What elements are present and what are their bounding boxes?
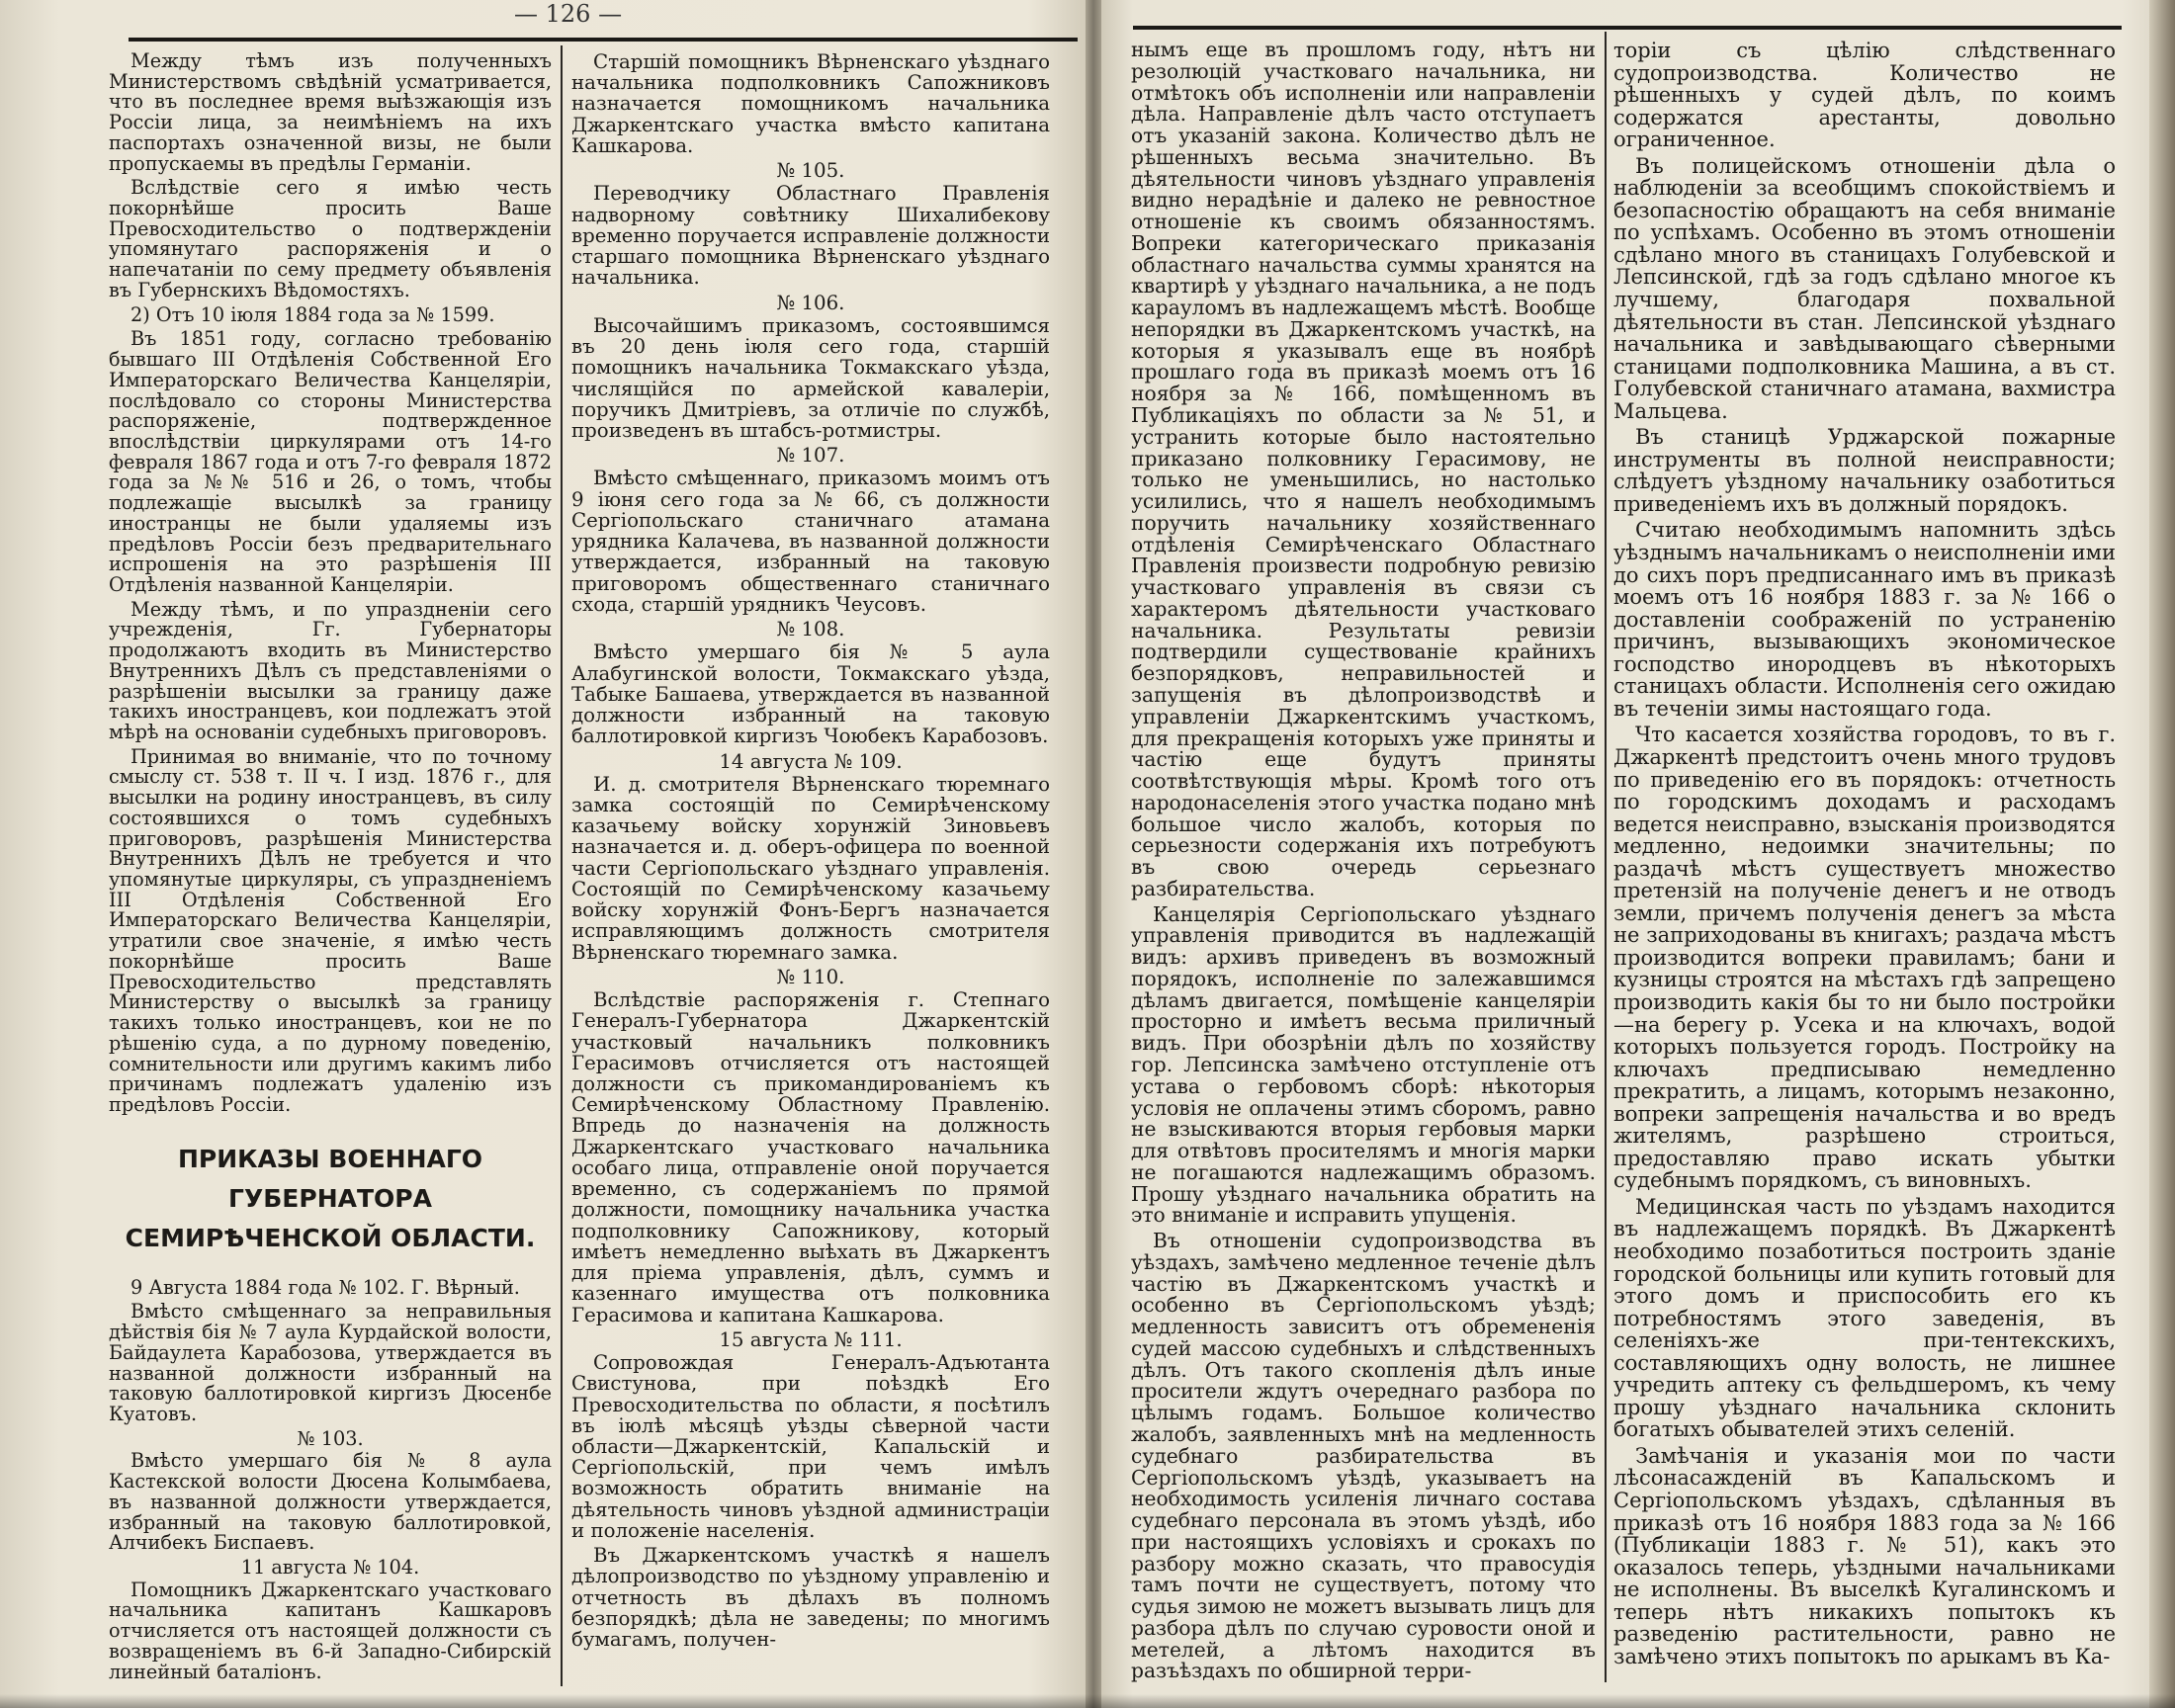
paragraph: Въ 1851 году, согласно требованiю бывшаго III Отдѣленiя Собственной Его Императорскаго Величества Канцелярiи, послѣдовало со стороны Министерства распоряженiе, подтвержденное впослѣдствiи циркулярами отъ 14-го февраля 1867 года и отъ 7-го февраля 1872 года за №№ 516 и 26, о томъ, чтобы подлежащiе высылкѣ за границу иностранцы не были удаляемы изъ предѣловъ Россiи безъ предварительнаго испрошенiя на это разрѣшенiя III Отдѣленiя названной Канцелярiи.: [109, 327, 552, 596]
order-number: № 108.: [776, 618, 845, 641]
section-heading: ПРИКАЗЫ ВОЕННАГО ГУБЕРНАТОРА СЕМИРѢЧЕНСКОЙ ОБЛАСТИ.: [125, 1144, 536, 1252]
paragraph: 2) Отъ 10 iюля 1884 года за № 1599.: [130, 302, 495, 326]
paragraph: торiи съ цѣлiю слѣдственнаго судопроизводства. Количество не рѣшенныхъ у судей дѣлъ, по коимъ содержатся арестанты, довольно ограниченное.: [1613, 40, 2116, 152]
column-divider: [561, 45, 563, 1686]
paragraph: Вслѣдствiе сего я имѣю честь покорнѣйше просить Ваше Превосходительство о подтвержденiи упомянутаго распоряженiя и о напечатанiи по сему предмету объявленiя въ Губернскихъ Вѣдомостяхъ.: [109, 176, 552, 301]
order-number: № 105.: [776, 159, 845, 183]
paragraph: Въ отношенiи судопроизводства въ уѣздахъ, замѣчено медленное теченiе дѣлъ частiю въ Джаркентскомъ участкѣ и особенно въ Сергiопольскомъ уѣздѣ; медленность зависитъ отъ обремененiя судей массою судебныхъ и слѣдственныхъ дѣлъ. Отъ такого скопленiя дѣлъ иные просители ждутъ очереднаго разбора по цѣлымъ годамъ. Большое количество жалобъ, заявленныхъ мнѣ на медленность судебнаго разбирательства въ Сергiопольскомъ уѣздѣ, указываетъ на необходимость усиленiя личнаго состава судебнаго персонала въ этомъ уѣздѣ, ибо при настоящихъ условiяхъ и срокахъ по разбору можно сказать, что правосудiя тамъ почти не существуетъ, потому что судья зимою не можетъ вызывать лицъ для разбора дѣлъ по случаю суровости оной и метелей, а лѣтомъ находится въ разъѣздахъ по обширной терри-: [1131, 1229, 1596, 1683]
book-gutter: [1086, 0, 1101, 1708]
paragraph: Сопровождая Генералъ-Адъютанта Свистунова, при поѣздкѣ Его Превосходительства по области, я посѣтилъ въ iюлѣ мѣсяцѣ уѣзды сѣверной части области—Джаркентскiй, Капальскiй и Сергiопольскiй, при чемъ имѣлъ возможность обратить вниманiе на дѣятельность чиновъ уѣздной администрацiи и положенiе населенiя.: [571, 1351, 1050, 1542]
header-rule: [1133, 26, 2122, 30]
paragraph: нымъ еще въ прошломъ году, нѣтъ ни резолюцiй участковаго начальника, ни отмѣтокъ объ исполненiи или направленiи дѣла. Направленiе дѣлъ часто отступаетъ отъ указанiй закона. Количество дѣлъ не рѣшенныхъ весьма значительно. Въ дѣятельности чиновъ уѣзднаго управленiя видно нерадѣнiе и далеко не ревностное отношенiе къ своимъ обязанностямъ. Вопреки категорическаго приказанiя областнаго начальства суммы хранятся на квартирѣ у уѣзднаго начальника, а не подъ карауломъ въ надлежащемъ мѣстѣ. Вообще непорядки въ Джаркентскомъ участкѣ, на которыя я указывалъ еще въ ноябрѣ прошлаго года въ приказѣ моемъ отъ 16 ноября за № 166, помѣщенномъ въ Публикацiяхъ по области за № 51, и устранить которые было настоятельно приказано полковнику Герасимову, не только не уменьшились, но настолько усилились, что я нашелъ необходимымъ поручить начальнику хозяйственнаго отдѣленiя Семирѣченскаго Областнаго Правленiя произвести подробную ревизiю участковаго управленiя въ связи съ характеромъ дѣятельности участковаго начальника. Результаты ревизiи подтвердили существованiе крайнихъ безпорядковъ, неправильностей и запущенiя въ дѣлопроизводствѣ и управленiи Джаркентскимъ участкомъ, для прекращенiя которыхъ уже приняты и частiю еще будутъ приняты соотвѣтствующiя мѣры. Кромѣ того отъ народонаселенiя этого участка подано мнѣ большое число жалобъ, которыя по серьезности содержанiя ихъ потребуютъ въ свою очередь серьезнаго разбирательства.: [1131, 40, 1596, 900]
right-page: [1093, 0, 2175, 1708]
paragraph: Между тѣмъ, и по упраздненiи сего учрежденiя, Гг. Губернаторы продолжаютъ входить въ Министерство Внутреннихъ Дѣлъ съ представленiями о разрѣшенiи высылки за границу даже такихъ иностранцевъ, кои подлежатъ этой мѣрѣ на основанiи судебныхъ приговоровъ.: [109, 597, 552, 743]
order-number: № 107.: [776, 444, 845, 468]
paragraph: Вмѣсто умершаго бiя № 5 аула Алабугинской волости, Токмакскаго уѣзда, Табыке Башаева, утверждается въ названной должности избранный на таковую баллотировкой киргизъ Чоюбекъ Карабозовъ.: [571, 640, 1050, 748]
paragraph: Канцелярiя Сергiопольскаго уѣзднаго управленiя приводится въ надлежащiй видъ: архивъ приведенъ въ возможный порядокъ, исполненiе по залежавшимся дѣламъ двигается, помѣщенiе канцелярiи просторно и имѣетъ весьма приличный видъ. При обозрѣнiи дѣлъ по хозяйству гор. Лепсинска замѣчено отступленiе отъ устава о гербовомъ сборѣ: нѣкоторыя условiя не оплачены этимъ сборомъ, равно не взыскиваются вторыя гербовыя марки для отвѣтовъ просителямъ и многiя марки не погашаются надлежащимъ образомъ. Прошу уѣзднаго начальника обратить на это вниманiе и исправить упущенiя.: [1131, 901, 1596, 1228]
paragraph: Считаю необходимымъ напомнить здѣсь уѣзднымъ начальникамъ о неисполненiи ими до сихъ поръ предписаннаго имъ въ приказѣ моемъ отъ 16 ноября 1883 г. за № 166 о доставленiи соображенiй по устраненiю причинъ, вызывающихъ экономическое господство инородцевъ въ нѣкоторыхъ станицахъ области. Исполненiя сего ожидаю въ теченiи зимы настоящаго года.: [1613, 518, 2116, 721]
order-number: № 103.: [297, 1426, 364, 1450]
header-rule: [129, 38, 1078, 42]
order-number: 11 августа № 104.: [240, 1556, 420, 1579]
page-edge: [2149, 0, 2175, 1708]
paragraph: Вслѣдствiе распоряженiя г. Степнаго Генералъ-Губернатора Джаркентскiй участковый начальникъ полковникъ Герасимовъ отчисляется отъ настоящей должности съ прикомандированiемъ къ Семирѣченскому Областному Правленiю. Впредь до назначенiя на должность Джаркентскаго участковаго начальника особаго лица, отправленiе оной поручается временно, съ содержанiемъ по прямой должности, помощнику начальника участка подполковнику Сапожникову, который имѣетъ немедленно выѣхать въ Джаркентъ для прiема управленiя, дѣлъ, суммъ и казеннаго имущества отъ полковника Герасимова и капитана Кашкарова.: [571, 988, 1050, 1326]
paragraph: Помощникъ Джаркентскаго участковаго начальника капитанъ Кашкаровъ отчисляется отъ настоящей должности съ возвращенiемъ въ 6-й Западно-Сибирскiй линейный баталiонъ.: [109, 1578, 552, 1683]
paragraph: Между тѣмъ изъ полученныхъ Министерствомъ свѣдѣнiй усматривается, что въ последнее время выѣзжающiя изъ Россiи лица, за неимѣнiемъ на ихъ паспортахъ означенной визы, не были пропускаемы въ предѣлы Германiи.: [109, 51, 552, 175]
paragraph: И. д. смотрителя Вѣрненскаго тюремнаго замка состоящiй по Семирѣченскому казачьему войску хорунжiй Зиновьевъ назначается и. д. оберъ-офицера по военной части Сергiопольскаго уѣзднаго управленiя. Состоящiй по Семирѣченскому казачьему войску хорунжiй Фонъ-Бергъ назначается исправляющимъ должность смотрителя Вѣрненскаго тюремнаго замка.: [571, 772, 1050, 964]
paragraph: Что касается хозяйства городовъ, то въ г. Джаркентѣ предстоитъ очень много трудовъ по приведенiю его въ порядокъ: отчетность по городскимъ доходамъ и расходамъ ведется неисправно, взысканiя производятся медленно, недоимки значительны; по раздачѣ мѣстъ существуетъ множество претензiй на полученiе денегъ и не отводъ земли, причемъ полученiя денегъ за мѣста не заприходованы въ книгахъ; раздача мѣстъ производится вопреки правиламъ; бани и кузницы строятся на мѣстахъ гдѣ запрещено производить какiя бы то ни было постройки—на берегу р. Усека и на ключахъ, водой которыхъ пользуется городъ. Постройку на ключахъ предписываю немедленно прекратить, а лицамъ, которымъ незаконно, вопреки запрещенiя начальства и во вредъ жителямъ, разрѣшено строиться, предоставляю право искать убытки судебнымъ порядкомъ, съ виновныхъ.: [1613, 723, 2116, 1193]
paragraph: Замѣчанiя и указанiя мои по части лѣсонасажденiй въ Капальскомъ и Сергiопольскомъ уѣздахъ, сдѣланныя въ приказѣ отъ 16 ноября 1883 года за № 166 (Публикацiи 1883 г. № 51), какъ это оказалось теперь, уѣздными начальниками не исполнены. Въ выселкѣ Кугалинскомъ и теперь нѣтъ никакихъ попытокъ къ разведенiю растительности, равно не замѣчено этихъ попытокъ по арыкамъ въ Ка-: [1613, 1443, 2116, 1668]
paragraph: 9 Августа 1884 года № 102. Г. Вѣрный.: [130, 1275, 520, 1299]
order-number: № 110.: [776, 965, 845, 988]
paragraph: Принимая во вниманiе, что по точному смыслу ст. 538 т. II ч. I изд. 1876 г., для высылки на родину иностранцевъ, въ силу состоявшихся о томъ судебныхъ приговоровъ, разрѣшенiя Министерства Внутреннихъ Дѣлъ не требуется и что упомянутые циркуляры, съ упраздненiемъ III Отдѣленiя Собственной Его Императорскаго Величества Канцелярiи, утратили свое значенiе, я имѣю честь покорнѣйше просить Ваше Превосходительство представлять Министерству о высылкѣ за границу такихъ только иностранцевъ, кои не по рѣшенiю суда, а по дурному поведенiю, сомнительности или другимъ какимъ либо причинамъ подлежатъ удаленiю изъ предѣловъ Россiи.: [109, 744, 552, 1116]
left-column-1: [109, 51, 552, 1692]
order-number: 15 августа № 111.: [719, 1327, 903, 1351]
right-column-1: [1131, 40, 1596, 1690]
paragraph: Вмѣсто смѣщеннаго за неправильныя дѣйствiя бiя № 7 аула Курдайской волости, Байдаулета Карабозова, утверждается въ названной должности избранный на таковую баллотировкой киргизъ Дюсенбе Куатовъ.: [109, 1300, 552, 1425]
paragraph: Вмѣсто умершаго бiя № 8 аула Кастекской волости Дюсена Колымбаева, въ названной должности утверждается, избранный на таковую баллотировкой, Алчибекъ Биспаевъ.: [109, 1449, 552, 1555]
paragraph: Вмѣсто смѣщеннаго, приказомъ моимъ отъ 9 iюня сего года за № 66, съ должности Сергiопольскаго станичнаго атамана урядника Калачева, въ названной должности утверждается, избранный на таковую приговоромъ общественнаго станичнаго схода, старшiй урядникъ Чеусовъ.: [571, 467, 1050, 616]
paragraph: Въ Джаркентскомъ участкѣ я нашелъ дѣлопроизводство по уѣздному управленiю и отчетность въ дѣлахъ въ полномъ безпорядкѣ; дѣла не заведены; по многимъ бумагамъ, получен-: [571, 1544, 1050, 1652]
order-number: 14 августа № 109.: [719, 749, 903, 773]
bottom-shadow: [0, 1694, 2175, 1708]
paragraph: Въ полицейскомъ отношенiи дѣла о наблюденiи за всеобщимъ спокойствiемъ и безопасностiю обращаютъ на себя вниманiе по успѣхамъ. Особенно въ этомъ отношенiи сдѣлано много въ станицахъ Голубевской и Лепсинской, гдѣ за годъ сдѣлано многое къ лучшему, благодаря похвальной дѣятельности въ стан. Лепсинской уѣзднаго начальника и завѣдывающаго сѣверными станицами подполковника Машина, а въ ст. Голубевской станичнаго атамана, вахмистра Мальцева.: [1613, 153, 2116, 423]
paragraph: Переводчику Областнаго Правленiя надворному совѣтнику Шихалибекову временно поручается исправленiе должности старшаго помощника Вѣрненскаго уѣзднаго начальника.: [571, 182, 1050, 290]
paragraph: Высочайшимъ приказомъ, состоявшимся въ 20 день iюля сего года, старшiй помощникъ начальника Токмакскаго уѣзда, числящiйся по армейской кавалерiи, поручикъ Дмитрiевъ, за отличiе по службѣ, произведенъ въ штабсъ-ротмистры.: [571, 313, 1050, 442]
right-column-2: [1613, 40, 2116, 1690]
page-number: — 126 —: [514, 0, 623, 28]
paragraph: Медицинская часть по уѣздамъ находится въ надлежащемъ порядкѣ. Въ Джаркентѣ необходимо позаботиться построить зданiе городской больницы или купить готовый для этого домъ и приспособить его къ потребностямъ этого заведенiя, въ селенiяхъ-же при-тентекскихъ, составляющихъ одну волость, не лишнее учредить аптеку съ фельдшеромъ, къ чему прошу уѣзднаго начальника склонить богатыхъ обывателей этихъ селенiй.: [1613, 1194, 2116, 1442]
order-number: № 106.: [776, 291, 845, 314]
column-divider: [1605, 32, 1607, 1682]
paragraph: Старшiй помощникъ Вѣрненскаго уѣзднаго начальника подполковникъ Сапожниковъ назначается помощникомъ начальника Джаркентскаго участка вмѣсто капитана Кашкарова.: [571, 51, 1050, 157]
paragraph: Въ станицѣ Урджарской пожарные инструменты въ полной неисправности; слѣдуетъ уѣздному начальнику озаботиться приведенiемъ ихъ въ должный порядокъ.: [1613, 425, 2116, 516]
left-column-2: [571, 51, 1050, 1692]
